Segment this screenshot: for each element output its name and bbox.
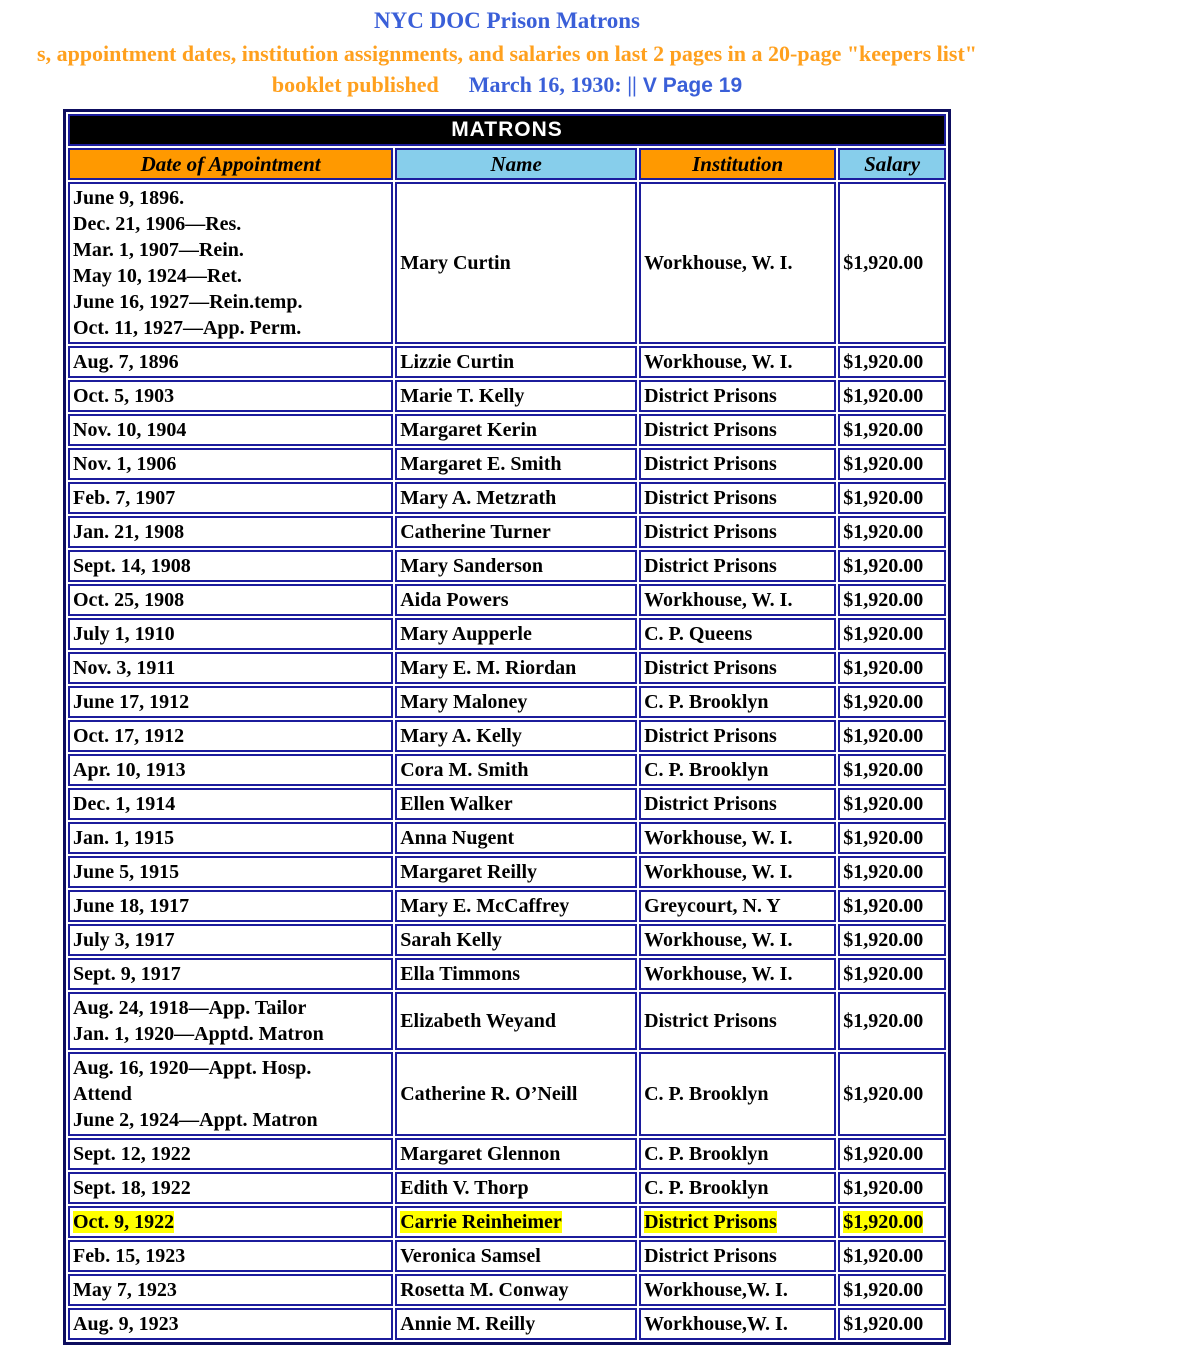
cell-date: Nov. 10, 1904	[68, 414, 393, 446]
cell-institution: Workhouse, W. I.	[639, 856, 836, 888]
cell-name: Mary Maloney	[395, 686, 637, 718]
table-row	[68, 652, 946, 684]
cell-date: Nov. 3, 1911	[68, 652, 393, 684]
cell-name: Mary Aupperle	[395, 618, 637, 650]
table-row	[68, 182, 946, 344]
cell-salary: $1,920.00	[838, 992, 946, 1050]
table-row	[68, 1274, 946, 1306]
cell-name: Margaret Reilly	[395, 856, 637, 888]
cell-name: Annie M. Reilly	[395, 1308, 637, 1340]
cell-name: Aida Powers	[395, 584, 637, 616]
banner-row	[68, 114, 946, 146]
cell-salary: $1,920.00	[838, 1274, 946, 1306]
cell-name: Catherine Turner	[395, 516, 637, 548]
table-row	[68, 482, 946, 514]
cell-institution: Workhouse, W. I.	[639, 958, 836, 990]
cell-institution: Greycourt, N. Y	[639, 890, 836, 922]
cell-institution: C. P. Brooklyn	[639, 1172, 836, 1204]
cell-salary: $1,920.00	[838, 856, 946, 888]
table-row	[68, 516, 946, 548]
cell-name: Mary E. M. Riordan	[395, 652, 637, 684]
cell-date: Sept. 18, 1922	[68, 1172, 393, 1204]
column-header-salary: Salary	[838, 148, 946, 180]
table-row	[68, 346, 946, 378]
cell-institution: District Prisons	[639, 414, 836, 446]
matrons-table	[63, 109, 951, 1345]
table-row	[68, 754, 946, 786]
cell-name: Ellen Walker	[395, 788, 637, 820]
cell-name: Margaret Kerin	[395, 414, 637, 446]
cell-date: Feb. 7, 1907	[68, 482, 393, 514]
cell-name: Mary A. Metzrath	[395, 482, 637, 514]
table-row	[68, 958, 946, 990]
cell-name: Elizabeth Weyand	[395, 992, 637, 1050]
booklet-published-text: booklet published	[271, 72, 439, 97]
cell-institution: District Prisons	[639, 448, 836, 480]
cell-date: Feb. 15, 1923	[68, 1240, 393, 1272]
cell-institution: District Prisons	[639, 516, 836, 548]
cell-name: Mary E. McCaffrey	[395, 890, 637, 922]
cell-salary: $1,920.00	[838, 482, 946, 514]
cell-name: Catherine R. O’Neill	[395, 1052, 637, 1136]
cell-date: May 7, 1923	[68, 1274, 393, 1306]
table-row	[68, 448, 946, 480]
cell-date: Sept. 14, 1908	[68, 550, 393, 582]
cell-salary: $1,920.00	[838, 584, 946, 616]
table-row	[68, 618, 946, 650]
cell-salary: $1,920.00	[838, 686, 946, 718]
cell-name: Carrie Reinheimer	[395, 1206, 637, 1238]
table-body	[68, 182, 946, 1340]
cell-salary: $1,920.00	[838, 448, 946, 480]
column-header-institution: Institution	[639, 148, 836, 180]
cell-salary: $1,920.00	[838, 550, 946, 582]
table-row	[68, 380, 946, 412]
page-indicator: V Page 19	[642, 74, 743, 97]
table-row	[68, 1308, 946, 1340]
cell-institution: District Prisons	[639, 1206, 836, 1238]
cell-name: Lizzie Curtin	[395, 346, 637, 378]
cell-salary: $1,920.00	[838, 182, 946, 344]
table-row	[68, 720, 946, 752]
cell-institution: District Prisons	[639, 720, 836, 752]
table-row	[68, 1052, 946, 1136]
cell-date: Oct. 25, 1908	[68, 584, 393, 616]
cell-salary: $1,920.00	[838, 890, 946, 922]
cell-date: Aug. 7, 1896	[68, 346, 393, 378]
cell-institution: C. P. Brooklyn	[639, 1052, 836, 1136]
cell-name: Mary Curtin	[395, 182, 637, 344]
cell-salary: $1,920.00	[838, 414, 946, 446]
cell-name: Ella Timmons	[395, 958, 637, 990]
cell-date: Aug. 9, 1923	[68, 1308, 393, 1340]
cell-name: Cora M. Smith	[395, 754, 637, 786]
cell-name: Marie T. Kelly	[395, 380, 637, 412]
table-row	[68, 822, 946, 854]
cell-name: Veronica Samsel	[395, 1240, 637, 1272]
table-row	[68, 1138, 946, 1170]
table-row	[68, 686, 946, 718]
cell-date: July 1, 1910	[68, 618, 393, 650]
cell-salary: $1,920.00	[838, 1138, 946, 1170]
cell-date: Oct. 9, 1922	[68, 1206, 393, 1238]
table-banner: MATRONS	[68, 114, 946, 146]
publish-date-text: March 16, 1930: ||	[468, 72, 637, 97]
cell-name: Edith V. Thorp	[395, 1172, 637, 1204]
cell-institution: C. P. Brooklyn	[639, 686, 836, 718]
table-row	[68, 414, 946, 446]
table-row	[68, 924, 946, 956]
cell-institution: Workhouse, W. I.	[639, 822, 836, 854]
cell-institution: Workhouse,W. I.	[639, 1274, 836, 1306]
cell-institution: Workhouse, W. I.	[639, 182, 836, 344]
cell-name: Sarah Kelly	[395, 924, 637, 956]
cell-date: Aug. 24, 1918—App. Tailor Jan. 1, 1920—Apptd. Matron	[68, 992, 393, 1050]
table-row	[68, 1240, 946, 1272]
column-header-row	[68, 148, 946, 180]
cell-date: June 17, 1912	[68, 686, 393, 718]
cell-salary: $1,920.00	[838, 958, 946, 990]
cell-institution: C. P. Brooklyn	[639, 1138, 836, 1170]
cell-date: June 5, 1915	[68, 856, 393, 888]
cell-salary: $1,920.00	[838, 754, 946, 786]
cell-date: Jan. 21, 1908	[68, 516, 393, 548]
cell-name: Margaret Glennon	[395, 1138, 637, 1170]
column-header-date: Date of Appointment	[68, 148, 393, 180]
cell-date: Nov. 1, 1906	[68, 448, 393, 480]
page-title: NYC DOC Prison Matrons	[374, 8, 640, 33]
cell-institution: District Prisons	[639, 380, 836, 412]
page-subheading	[272, 72, 742, 98]
cell-date: Apr. 10, 1913	[68, 754, 393, 786]
cell-salary: $1,920.00	[838, 1206, 946, 1238]
cell-institution: District Prisons	[639, 1240, 836, 1272]
cell-name: Rosetta M. Conway	[395, 1274, 637, 1306]
cell-date: Dec. 1, 1914	[68, 788, 393, 820]
cell-institution: District Prisons	[639, 550, 836, 582]
cell-institution: C. P. Brooklyn	[639, 754, 836, 786]
page-header	[0, 0, 1014, 98]
table-row	[68, 890, 946, 922]
cell-name: Mary A. Kelly	[395, 720, 637, 752]
table-row	[68, 1172, 946, 1204]
page-subtitle: s, appointment dates, institution assignments, and salaries on last 2 pages in a 20-page "keepers list"	[37, 41, 977, 66]
cell-salary: $1,920.00	[838, 516, 946, 548]
cell-institution: District Prisons	[639, 652, 836, 684]
cell-institution: District Prisons	[639, 992, 836, 1050]
cell-date: Sept. 9, 1917	[68, 958, 393, 990]
cell-salary: $1,920.00	[838, 618, 946, 650]
cell-date: Oct. 17, 1912	[68, 720, 393, 752]
cell-salary: $1,920.00	[838, 380, 946, 412]
cell-salary: $1,920.00	[838, 788, 946, 820]
table-row	[68, 992, 946, 1050]
table-row	[68, 788, 946, 820]
cell-salary: $1,920.00	[838, 1308, 946, 1340]
cell-institution: Workhouse,W. I.	[639, 1308, 836, 1340]
cell-salary: $1,920.00	[838, 924, 946, 956]
cell-salary: $1,920.00	[838, 822, 946, 854]
cell-institution: C. P. Queens	[639, 618, 836, 650]
cell-institution: Workhouse, W. I.	[639, 584, 836, 616]
cell-salary: $1,920.00	[838, 1172, 946, 1204]
cell-salary: $1,920.00	[838, 346, 946, 378]
table-row	[68, 1206, 946, 1238]
cell-date: Jan. 1, 1915	[68, 822, 393, 854]
table-row	[68, 550, 946, 582]
column-header-name: Name	[395, 148, 637, 180]
cell-date: Aug. 16, 1920—Appt. Hosp. Attend June 2, 1924—Appt. Matron	[68, 1052, 393, 1136]
cell-name: Margaret E. Smith	[395, 448, 637, 480]
cell-salary: $1,920.00	[838, 1240, 946, 1272]
cell-date: Oct. 5, 1903	[68, 380, 393, 412]
cell-name: Mary Sanderson	[395, 550, 637, 582]
cell-date: June 18, 1917	[68, 890, 393, 922]
cell-date: Sept. 12, 1922	[68, 1138, 393, 1170]
table-row	[68, 856, 946, 888]
cell-salary: $1,920.00	[838, 652, 946, 684]
cell-date: July 3, 1917	[68, 924, 393, 956]
cell-date: June 9, 1896. Dec. 21, 1906—Res. Mar. 1, 1907—Rein. May 10, 1924—Ret. June 16, 1927—Rein.temp. Oct. 11, 1927—App. Perm.	[68, 182, 393, 344]
table-row	[68, 584, 946, 616]
cell-institution: District Prisons	[639, 788, 836, 820]
cell-salary: $1,920.00	[838, 720, 946, 752]
cell-name: Anna Nugent	[395, 822, 637, 854]
cell-institution: Workhouse, W. I.	[639, 924, 836, 956]
cell-salary: $1,920.00	[838, 1052, 946, 1136]
cell-institution: Workhouse, W. I.	[639, 346, 836, 378]
cell-institution: District Prisons	[639, 482, 836, 514]
